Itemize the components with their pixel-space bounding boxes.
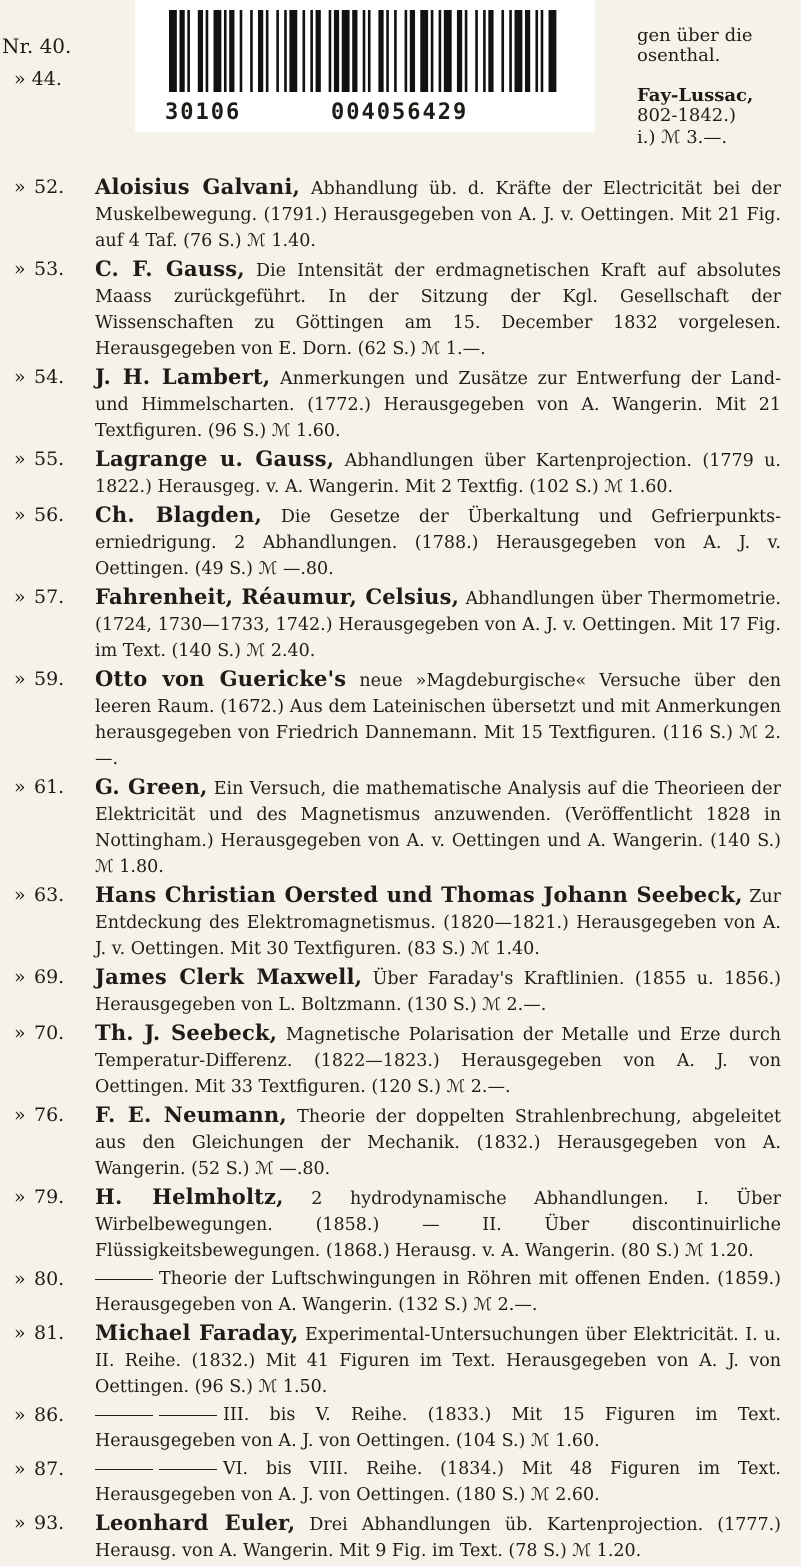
barcode-bar: [368, 10, 371, 92]
entry-description: Drei Abhandlungen üb. Kartenprojection. (1777.) Herausg. von A. Wangerin. Mit 9 Fig. im Text. (78 S.) ℳ 1.20.: [95, 1515, 781, 1561]
entry-author: Leonhard Euler,: [95, 1510, 296, 1535]
catalog-entry: [0, 256, 801, 362]
barcode-bar: [509, 10, 512, 92]
entry-author: J. H. Lambert,: [95, 364, 271, 389]
ditto-rule: [95, 1469, 153, 1470]
entry-description: Die Intensität der erdmagnetischen Kraft auf absolutes Maass zurückgeführt. In der Sitzung der Kgl. Gesellschaft der Wissenschaften zu Göttingen am 15. December 1832 vorgelesen. Herausgegeben von E. Dorn. (62 S.) ℳ 1.—.: [95, 261, 781, 359]
entry-description: Abhandlungen über Thermometrie. (1724, 1730—1733, 1742.) Herausgegeben von A. J. v. Oettingen. Mit 17 Fig. im Text. (140 S.) ℳ 2.40.: [95, 589, 781, 661]
entry-volume-number: 54.: [34, 366, 65, 388]
entry-author: Otto von Guericke's: [95, 666, 347, 691]
entry-text: [95, 174, 781, 254]
catalog-entry: [0, 666, 801, 772]
entry-marker: »: [14, 1458, 26, 1480]
header-fragment-3: Fay-Lussac,: [637, 85, 754, 106]
catalog-entry: [0, 1456, 801, 1508]
entry-description: III. bis V. Reihe. (1833.) Mit 15 Figuren im Text. Herausgegeben von A. J. von Oettingen. (104 S.) ℳ 1.60.: [95, 1405, 781, 1451]
barcode-bar: [535, 10, 538, 92]
barcode-bar: [289, 10, 297, 92]
barcode-bar: [501, 10, 504, 92]
entry-description: Theorie der doppelten Strahlenbrechung, abgeleitet aus den Gleichungen der Mechanik. (1832.) Herausgegeben von A. Wangerin. (52 S.) ℳ —.80.: [95, 1107, 781, 1179]
entry-marker: »: [14, 668, 26, 690]
barcode-number-right: 004056429: [331, 100, 469, 125]
page-number: Nr. 40.: [2, 34, 72, 58]
catalog-entry: [0, 1320, 801, 1400]
barcode-bar: [465, 10, 468, 92]
entry-volume-number: 52.: [34, 176, 65, 198]
barcode-bar: [515, 10, 523, 92]
entry-volume-number: 61.: [34, 776, 65, 798]
entry-marker: »: [14, 176, 26, 198]
entry-text: [95, 1402, 781, 1454]
catalog-entry: [0, 364, 801, 444]
barcode-bar: [266, 10, 269, 92]
barcode-bar: [334, 10, 339, 92]
library-barcode-label: [135, 0, 595, 132]
entry-description: Abhandlung üb. d. Kräfte der Electricität bei der Muskelbewegung. (1791.) Herausgegeben von A. J. v. Oettingen. Mit 21 Fig. auf 4 Taf. (76 S.) ℳ 1.40.: [95, 179, 781, 251]
catalog-entry: [0, 882, 801, 962]
barcode-bar: [444, 10, 452, 92]
header-fragment-4: 802-1842.): [637, 105, 736, 126]
entry-marker: »: [14, 966, 26, 988]
barcode-bar: [302, 10, 305, 92]
entry-number: [14, 964, 94, 990]
entry-author: James Clerk Maxwell,: [95, 964, 363, 989]
entry-marker: »: [14, 586, 26, 608]
barcode-bar: [169, 10, 177, 92]
catalog-entry: [0, 1102, 801, 1182]
entry-text: [95, 964, 781, 1018]
entry-text: [95, 502, 781, 582]
entry-volume-number: 86.: [34, 1404, 65, 1426]
entry-author: Lagrange u. Gauss,: [95, 446, 335, 471]
entry-text: [95, 882, 781, 962]
entry-volume-number: 57.: [34, 586, 65, 608]
catalog-entry: [0, 502, 801, 582]
entry-number: [14, 174, 94, 200]
ditto-rule: [95, 1279, 153, 1280]
entry-marker: »: [14, 1104, 26, 1126]
entry-marker: »: [14, 258, 26, 280]
barcode-bar: [541, 10, 544, 92]
entry-number: [14, 1456, 94, 1482]
entry-marker: »: [14, 1022, 26, 1044]
entry-volume-number: 81.: [34, 1322, 65, 1344]
entry-description: Theorie der Luftschwingungen in Röhren mit offenen Enden. (1859.) Herausgegeben von A. Wangerin. (132 S.) ℳ 2.—.: [95, 1269, 781, 1315]
barcode-bar: [213, 10, 221, 92]
entry-marker: »: [14, 1322, 26, 1344]
catalog-entry: [0, 584, 801, 664]
header-fragment-1: gen über die: [637, 25, 753, 46]
barcode-number-left: 30106: [165, 100, 242, 125]
header-fragment-5: i.) ℳ 3.—.: [637, 127, 728, 148]
entry-number: [14, 256, 94, 282]
barcode-bar: [206, 10, 209, 92]
entry-volume-number: 87.: [34, 1458, 65, 1480]
barcode-bar: [329, 10, 332, 92]
entry-description: Ein Versuch, die mathematische Analysis auf die Theorieen der Elektricität und des Magnetismus anzuwenden. (Veröffentlicht 1828 in Nottingham.) Herausgegeben von A. v. Oettingen und A. Wangerin. (140 S.) ℳ 1.80.: [95, 779, 781, 877]
entry-number: [14, 1402, 94, 1428]
entry-volume-number: 70.: [34, 1022, 65, 1044]
entry-volume-number: 76.: [34, 1104, 65, 1126]
catalog-entry-list: [0, 174, 801, 1566]
entry-text: [95, 1320, 781, 1400]
entry-volume-number: 79.: [34, 1186, 65, 1208]
barcode-bar: [224, 10, 227, 92]
entry-text: [95, 1456, 781, 1508]
barcode-bar: [276, 10, 279, 92]
entry-text: [95, 584, 781, 664]
barcode-image: [169, 10, 559, 92]
entry-marker: »: [14, 448, 26, 470]
ditto-rule: [95, 1415, 153, 1416]
entry-description: Über Faraday's Kraftlinien. (1855 u. 1856.) Herausgegeben von L. Boltzmann. (130 S.) ℳ 2.—.: [95, 969, 781, 1015]
page-header: [0, 0, 801, 170]
entry-number: [14, 364, 94, 390]
ditto-rule: [159, 1415, 217, 1416]
entry-description: neue »Magdeburgische« Versuche über den leeren Raum. (1672.) Aus dem Lateinischen übersetzt und mit Anmerkungen herausgegeben von Friedrich Dannemann. Mit 15 Textfiguren. (116 S.) ℳ 2.—.: [95, 671, 782, 769]
barcode-bar: [316, 10, 321, 92]
barcode-bar: [284, 10, 287, 92]
barcode-bar: [394, 10, 397, 92]
entry-volume-number: 69.: [34, 966, 65, 988]
entry-volume-number: 63.: [34, 884, 65, 906]
entry-author: H. Helmholtz,: [95, 1184, 284, 1209]
entry-volume-number: 53.: [34, 258, 65, 280]
barcode-bar: [310, 10, 313, 92]
catalog-entry: [0, 446, 801, 500]
barcode-bar: [405, 10, 408, 92]
barcode-bar: [250, 10, 253, 92]
entry-author: Fahrenheit, Réaumur, Celsius,: [95, 584, 460, 609]
entry-number: [14, 584, 94, 610]
barcode-bar: [420, 10, 428, 92]
entry-author: Th. J. Seebeck,: [95, 1020, 278, 1045]
barcode-bar: [483, 10, 486, 92]
barcode-bar: [410, 10, 415, 92]
entry-number: [14, 1020, 94, 1046]
entry-text: [95, 774, 781, 880]
entry-text: [95, 256, 781, 362]
entry-text: [95, 446, 781, 500]
entry-text: [95, 1510, 781, 1564]
barcode-bar: [488, 10, 493, 92]
entry-text: [95, 1266, 781, 1318]
catalog-entry: [0, 1020, 801, 1100]
ditto-rule: [159, 1469, 217, 1470]
entry-author: Michael Faraday,: [95, 1320, 299, 1345]
entry-number: [14, 1266, 94, 1292]
entry-volume-number: 93.: [34, 1512, 65, 1534]
barcode-bar: [525, 10, 530, 92]
entry-author: Aloisius Galvani,: [95, 174, 301, 199]
catalog-entry: [0, 1510, 801, 1564]
barcode-bar: [198, 10, 203, 92]
barcode-bar: [240, 10, 243, 92]
entry-number: [14, 1184, 94, 1210]
barcode-bar: [179, 10, 184, 92]
entry-marker: »: [14, 1404, 26, 1426]
entry-number: [14, 1510, 94, 1536]
entry-author: F. E. Neumann,: [95, 1102, 287, 1127]
entry-author: Hans Christian Oersted und Thomas Johann Seebeck,: [95, 882, 743, 907]
entry-marker: »: [14, 366, 26, 388]
barcode-bar: [378, 10, 383, 92]
barcode-bar: [229, 10, 234, 92]
entry-marker: »: [14, 776, 26, 798]
entry-text: [95, 364, 781, 444]
catalog-entry: [0, 964, 801, 1018]
entry-description: Die Gesetze der Überkaltung und Gefrierpunkts-erniedrigung. 2 Abhandlungen. (1788.) Herausgegeben von A. J. v. Oettingen. (49 S.) ℳ —.80.: [95, 507, 781, 579]
barcode-bar: [187, 10, 190, 92]
catalog-entry: [0, 174, 801, 254]
entry-marker: »: [14, 1186, 26, 1208]
entry-text: [95, 1184, 781, 1264]
entry-marker: »: [14, 1512, 26, 1534]
entry-number: [14, 1320, 94, 1346]
barcode-bar: [342, 10, 350, 92]
entry-description: Anmerkungen und Zusätze zur Entwerfung der Land- und Himmelscharten. (1772.) Herausgegeben von A. Wangerin. Mit 21 Textfiguren. (96 S.) ℳ 1.60.: [95, 369, 781, 441]
catalog-entry: [0, 1266, 801, 1318]
entry-number-44: » 44.: [14, 68, 62, 90]
catalog-entry: [0, 1184, 801, 1264]
barcode-bar: [363, 10, 366, 92]
entry-number: [14, 882, 94, 908]
entry-description: Zur Entdeckung des Elektromagnetismus. (1820—1821.) Herausgegeben von A. J. v. Oettingen. Mit 30 Textfiguren. (83 S.) ℳ 1.40.: [95, 887, 781, 959]
barcode-bar: [386, 10, 389, 92]
barcode-bar: [352, 10, 357, 92]
entry-volume-number: 59.: [34, 668, 65, 690]
barcode-bar: [475, 10, 478, 92]
barcode-bar: [439, 10, 442, 92]
barcode-bar: [457, 10, 462, 92]
entry-marker: »: [14, 884, 26, 906]
entry-description: Experimental-Untersuchungen über Elektricität. I. u. II. Reihe. (1832.) Mit 41 Figuren im Text. Herausgegeben von A. J. von Oettingen. (96 S.) ℳ 1.50.: [95, 1325, 781, 1397]
catalog-entry: [0, 1402, 801, 1454]
entry-description: VI. bis VIII. Reihe. (1834.) Mit 48 Figuren im Text. Herausgegeben von A. J. von Oettingen. (180 S.) ℳ 2.60.: [95, 1459, 781, 1505]
entry-author: Ch. Blagden,: [95, 502, 262, 527]
barcode-bar: [549, 10, 557, 92]
entry-volume-number: 80.: [34, 1268, 65, 1290]
entry-description: Magnetische Polarisation der Metalle und Erze durch Temperatur-Differenz. (1822—1823.) Herausgegeben von A. J. von Oettingen. Mit 33 Textfiguren. (120 S.) ℳ 2.—.: [95, 1025, 781, 1097]
barcode-bar: [258, 10, 263, 92]
entry-number: [14, 666, 94, 692]
entry-text: [95, 666, 781, 772]
header-fragment-2: osenthal.: [637, 45, 721, 66]
entry-author: C. F. Gauss,: [95, 256, 245, 281]
entry-marker: »: [14, 1268, 26, 1290]
entry-number: [14, 502, 94, 528]
entry-text: [95, 1020, 781, 1100]
entry-number: [14, 1102, 94, 1128]
entry-volume-number: 55.: [34, 448, 65, 470]
entry-volume-number: 56.: [34, 504, 65, 526]
entry-author: G. Green,: [95, 774, 208, 799]
entry-description: 2 hydrodynamische Abhandlungen. I. Über Wirbelbewegungen. (1858.) — II. Über discontinuirliche Flüssigkeitsbewegungen. (1868.) Herausg. v. A. Wangerin. (80 S.) ℳ 1.20.: [95, 1189, 781, 1261]
entry-number: [14, 774, 94, 800]
barcode-bar: [431, 10, 434, 92]
entry-marker: »: [14, 504, 26, 526]
entry-number: [14, 446, 94, 472]
entry-text: [95, 1102, 781, 1182]
entry-description: Abhandlungen über Kartenprojection. (1779 u. 1822.) Herausgeg. v. A. Wangerin. Mit 2 Textfig. (102 S.) ℳ 1.60.: [95, 451, 781, 497]
catalog-entry: [0, 774, 801, 880]
